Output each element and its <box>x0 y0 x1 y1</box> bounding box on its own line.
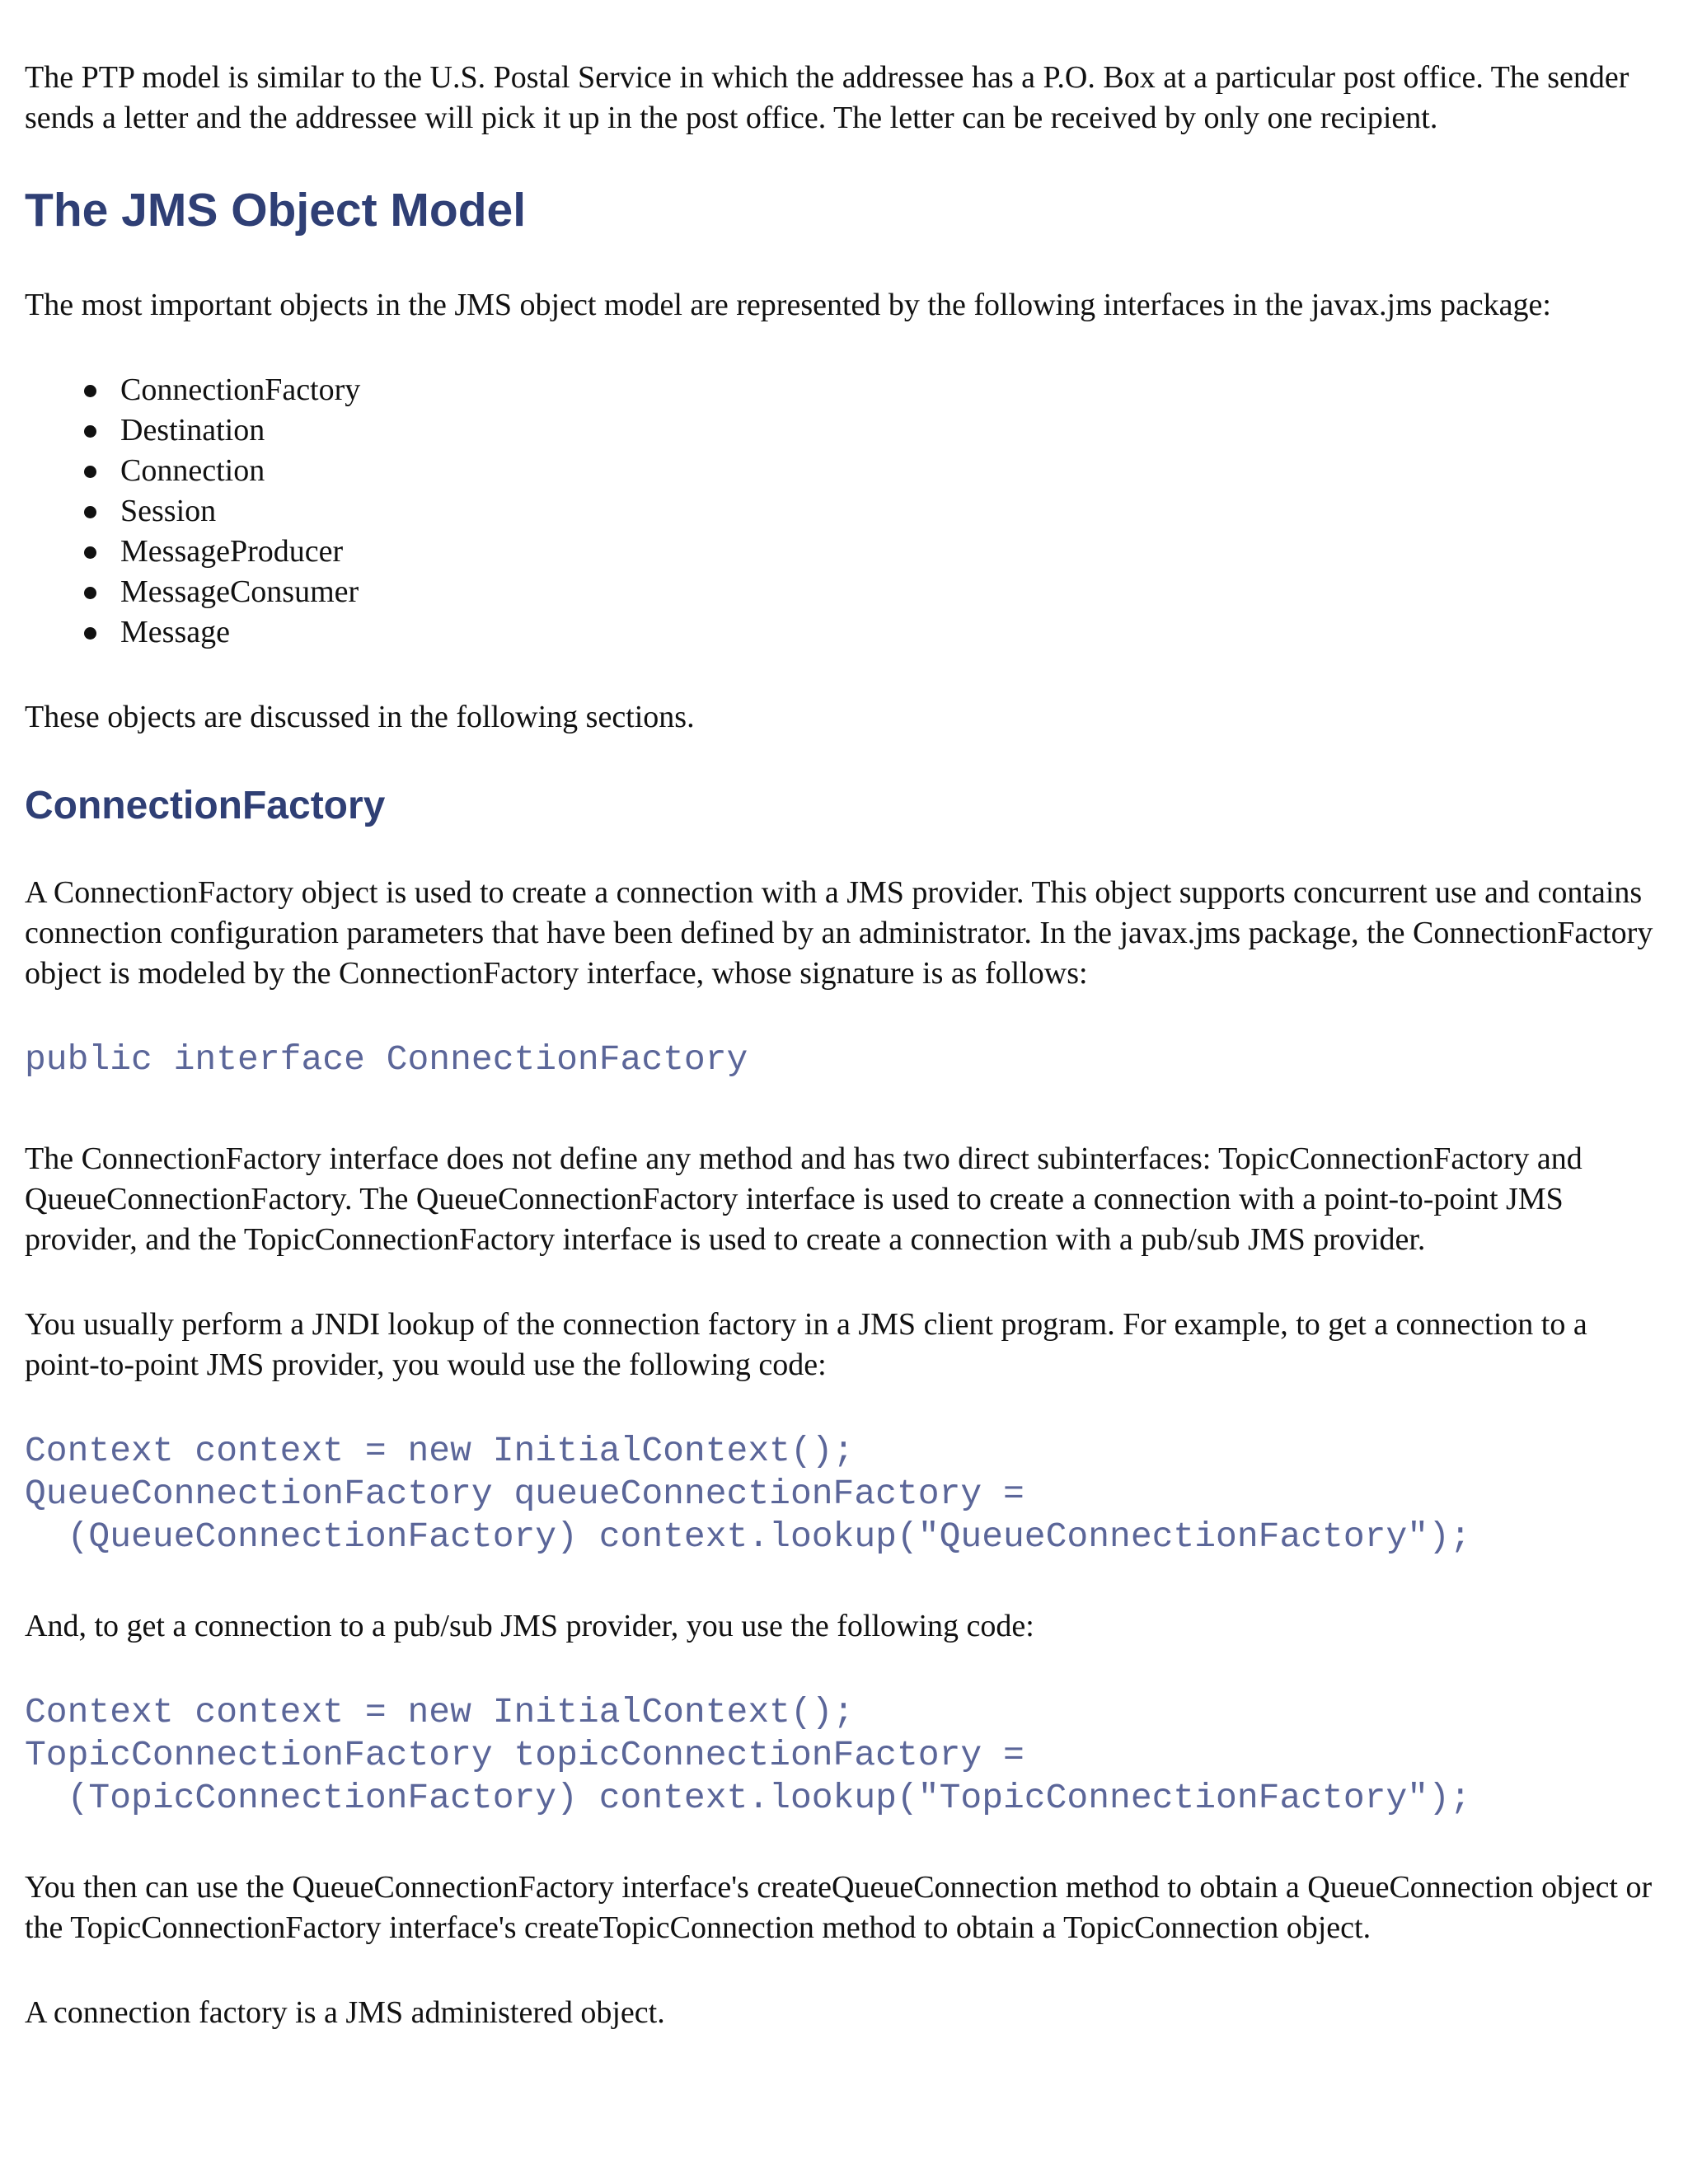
connection-factory-paragraph-3: You usually perform a JNDI lookup of the connection factory in a JMS client program. For example, to get a connection to a point-to-point JMS provider, you would use the following code: <box>25 1307 1587 1382</box>
connection-factory-paragraph-2: The ConnectionFactory interface does not define any method and has two direct subinterfaces: TopicConnectionFactory and QueueConnectionFactory. The QueueConnectionFactory interface is used to create a connection with a point-to-point JMS provider, and the TopicConnectionFactory interface is used to create a connection with a pub/sub JMS provider. <box>25 1141 1582 1257</box>
code-block-topic-lookup: Context context = new InitialContext(); TopicConnectionFactory topicConnectionFactory = (TopicConnectionFactory) context.lookup("TopicConnectionFactory"); <box>25 1692 1471 1818</box>
section-heading-jms-object-model: The JMS Object Model <box>25 184 527 237</box>
bullet-icon <box>84 506 96 518</box>
list-item <box>120 451 1663 491</box>
connection-factory-paragraph-6: A connection factory is a JMS administered object. <box>25 1995 665 2030</box>
connection-factory-paragraph-1: A ConnectionFactory object is used to create a connection with a JMS provider. This object supports concurrent use and contains connection configuration parameters that have been defined by an administrator. In the javax.jms package, the ConnectionFactory object is modeled by the ConnectionFactory interface, whose signature is as follows: <box>25 875 1653 991</box>
list-item <box>120 572 1663 612</box>
object-list <box>25 370 1663 653</box>
list-item-label: MessageProducer <box>120 534 344 569</box>
code-block-queue-lookup: Context context = new InitialContext(); QueueConnectionFactory queueConnectionFactory = (QueueConnectionFactory) context.lookup("QueueConnectionFactory"); <box>25 1431 1471 1557</box>
list-item <box>120 370 1663 410</box>
connection-factory-paragraph-5: You then can use the QueueConnectionFactory interface's createQueueConnection method to obtain a QueueConnection object or the TopicConnectionFactory interface's createTopicConnection method to obtain a TopicConnection object. <box>25 1870 1653 1945</box>
list-item <box>120 410 1663 451</box>
bullet-icon <box>84 587 96 599</box>
list-item-label: Destination <box>120 413 265 448</box>
list-item-label: ConnectionFactory <box>120 373 361 407</box>
list-item-label: Message <box>120 615 230 649</box>
section-heading-connection-factory: ConnectionFactory <box>25 784 386 827</box>
list-item <box>120 491 1663 532</box>
bullet-icon <box>84 466 96 478</box>
bullet-icon <box>84 546 96 559</box>
list-item-label: Connection <box>120 453 265 488</box>
list-item-label: Session <box>120 494 217 528</box>
intro-paragraph: The PTP model is similar to the U.S. Postal Service in which the addressee has a P.O. Box at a particular post office. The sender sends a letter and the addressee will pick it up in the post office. The letter can be received by only one recipient. <box>25 60 1629 135</box>
after-list-paragraph: These objects are discussed in the following sections. <box>25 700 695 734</box>
connection-factory-paragraph-4: And, to get a connection to a pub/sub JMS provider, you use the following code: <box>25 1609 1034 1643</box>
code-block-signature: public interface ConnectionFactory <box>25 1039 748 1080</box>
bullet-icon <box>84 385 96 397</box>
object-model-paragraph: The most important objects in the JMS object model are represented by the following interfaces in the javax.jms package: <box>25 288 1551 322</box>
list-item-label: MessageConsumer <box>120 574 359 609</box>
list-item <box>120 532 1663 572</box>
bullet-icon <box>84 627 96 640</box>
list-item <box>120 612 1663 653</box>
bullet-icon <box>84 425 96 438</box>
